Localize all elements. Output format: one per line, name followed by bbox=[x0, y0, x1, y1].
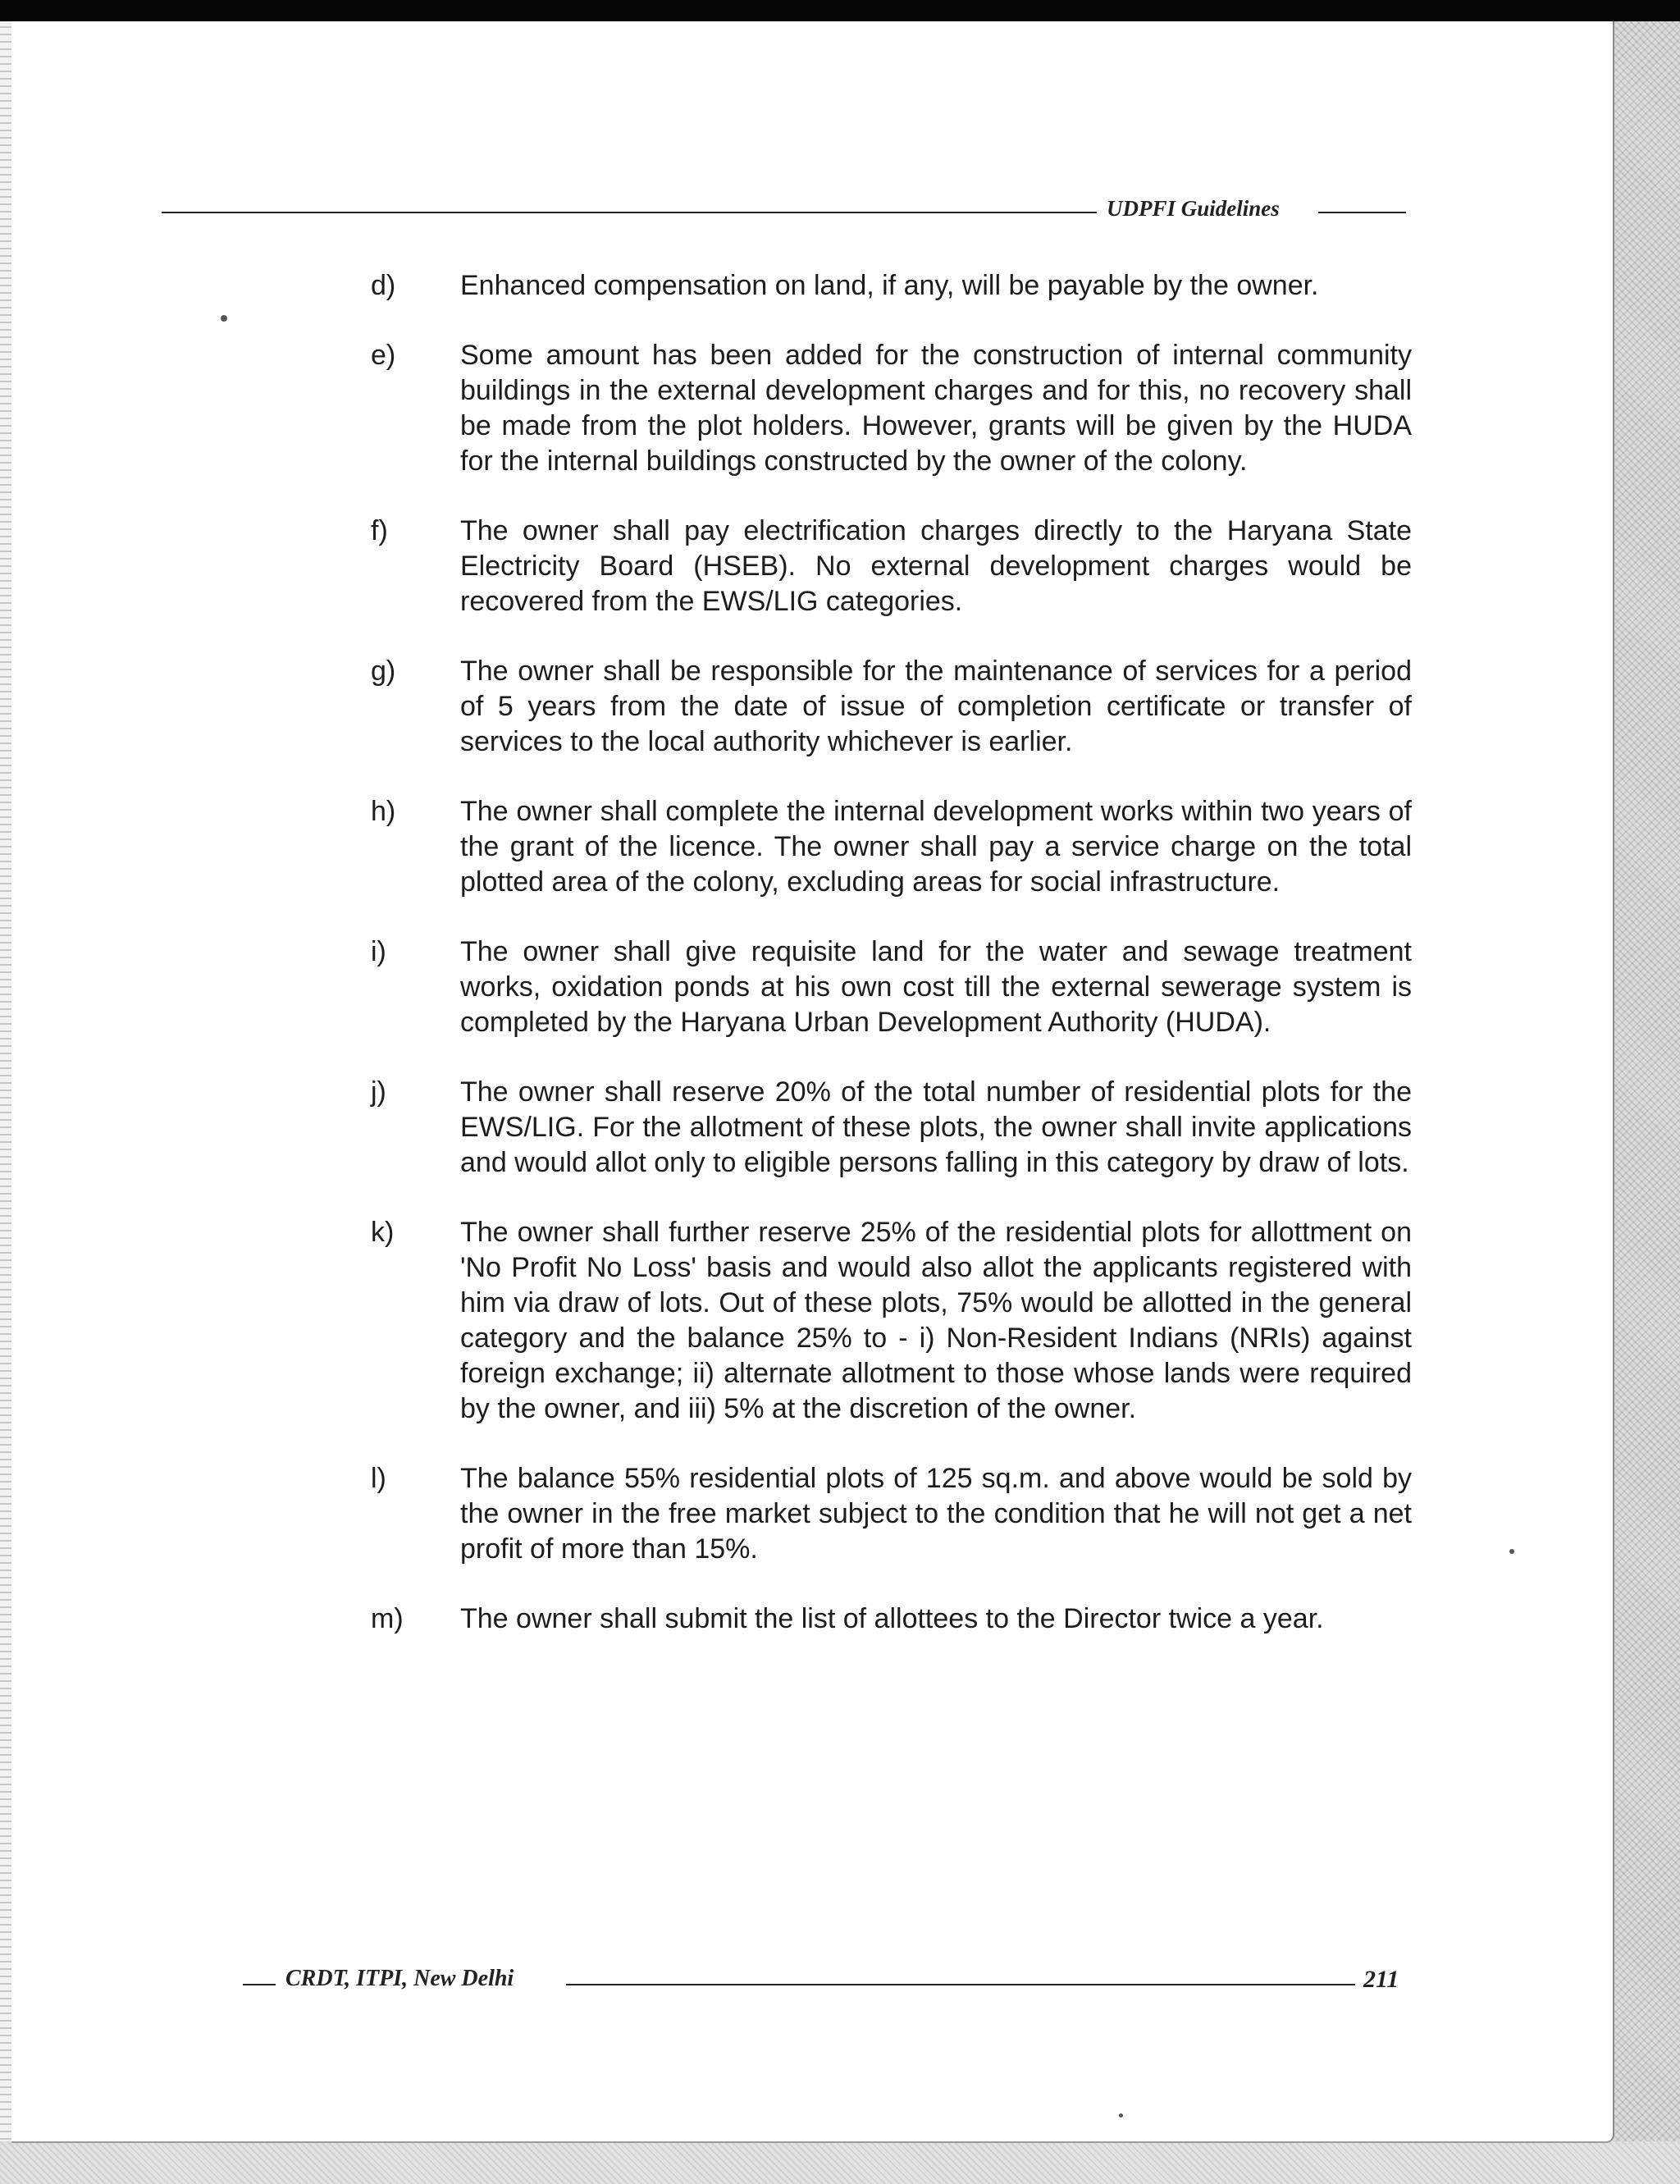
clause-f bbox=[360, 514, 1412, 619]
clause-marker: f) bbox=[371, 515, 388, 546]
clause-marker: l) bbox=[371, 1463, 386, 1494]
running-title: UDPFI Guidelines bbox=[1107, 196, 1280, 221]
clause-i bbox=[360, 934, 1412, 1040]
scan-speck bbox=[1119, 2113, 1123, 2118]
clause-marker: g) bbox=[371, 656, 396, 687]
clause-marker: k) bbox=[371, 1217, 395, 1248]
running-footer bbox=[243, 1966, 1408, 2002]
running-header bbox=[162, 196, 1406, 229]
clause-text: The owner shall pay electrification charges directly to the Haryana State Electricity Board (HSEB). No external development charges would be recovered from the EWS/LIG categories. bbox=[460, 515, 1412, 617]
document-page bbox=[11, 21, 1614, 2143]
clause-marker: e) bbox=[371, 340, 396, 371]
clause-marker: m) bbox=[371, 1603, 404, 1634]
clause-marker: j) bbox=[371, 1076, 386, 1108]
clause-marker: h) bbox=[371, 796, 396, 827]
clause-marker: d) bbox=[371, 270, 396, 301]
header-rule-tail bbox=[1318, 212, 1406, 213]
clause-j bbox=[360, 1075, 1412, 1181]
clause-text: The owner shall submit the list of allottees to the Director twice a year. bbox=[460, 1603, 1324, 1634]
scan-bottom-edge bbox=[0, 2141, 1680, 2184]
footer-rule-head bbox=[243, 1984, 276, 1985]
clause-d bbox=[360, 268, 1412, 304]
footer-organisation: CRDT, ITPI, New Delhi bbox=[285, 1966, 514, 1991]
scan-top-edge bbox=[0, 0, 1680, 21]
header-rule bbox=[162, 212, 1097, 213]
clause-text: Some amount has been added for the construction of internal community buildings in the external development charges and for this, no recovery shall be made from the plot holders. However, grants will be given by the HUDA for the internal buildings constructed by the owner of the colony. bbox=[460, 340, 1412, 477]
clause-text: The owner shall be responsible for the maintenance of services for a period of 5 years from the date of issue of completion certificate or transfer of services to the local authority whichever is earlier. bbox=[460, 656, 1412, 757]
scan-speck bbox=[1509, 1549, 1514, 1554]
scan-right-margin bbox=[1613, 21, 1680, 2184]
clause-k bbox=[360, 1215, 1412, 1427]
clause-g bbox=[360, 654, 1412, 760]
clause-text: The owner shall reserve 20% of the total number of residential plots for the EWS/LIG. For the allotment of these plots, the owner shall invite applications and would allot only to eligible persons falling in this category by draw of lots. bbox=[460, 1076, 1412, 1178]
clause-e bbox=[360, 338, 1412, 479]
clause-text: The owner shall further reserve 25% of the residential plots for allottment on 'No Profit No Loss' basis and would also allot the applicants registered with him via draw of lots. Out of these plots, 75% would be allotted in the general category and the balance 25% to - i) Non-Resident Indians (NRIs) against foreign exchange; ii) alternate allotment to those whose lands were required by the owner, and iii) 5% at the discretion of the owner. bbox=[460, 1217, 1412, 1424]
scan-speck bbox=[221, 315, 227, 322]
clause-text: The balance 55% residential plots of 125 sq.m. and above would be sold by the owner in the free market subject to the condition that he will not get a net profit of more than 15%. bbox=[460, 1463, 1412, 1565]
clause-m bbox=[360, 1601, 1412, 1637]
page-number: 211 bbox=[1363, 1966, 1399, 1993]
scan-left-edge bbox=[0, 21, 11, 2184]
clause-h bbox=[360, 794, 1412, 900]
clause-l bbox=[360, 1461, 1412, 1567]
clause-text: The owner shall complete the internal development works within two years of the grant of the licence. The owner shall pay a service charge on the total plotted area of the colony, excluding areas for social infrastructure. bbox=[460, 796, 1412, 898]
footer-rule bbox=[566, 1984, 1355, 1985]
clause-marker: i) bbox=[371, 936, 386, 967]
clause-text: The owner shall give requisite land for the water and sewage treatment works, oxidation ponds at his own cost till the external sewerage system is completed by the Haryana Urban Development Authority (HUDA). bbox=[460, 936, 1412, 1038]
clause-list bbox=[360, 268, 1412, 1671]
clause-text: Enhanced compensation on land, if any, will be payable by the owner. bbox=[460, 270, 1319, 301]
